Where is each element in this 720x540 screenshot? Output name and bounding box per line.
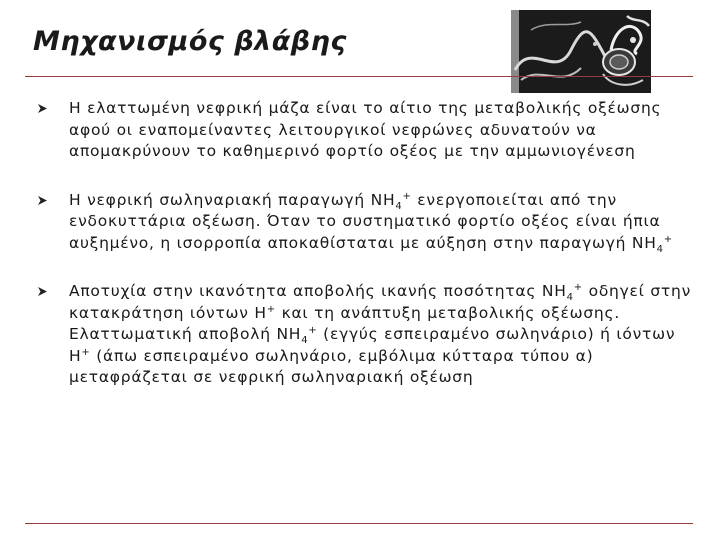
bullet-text-fragment: 4: [301, 335, 309, 347]
bullet-text-fragment: +: [573, 281, 583, 293]
bullet-text: [69, 99, 661, 160]
arrowhead-bullet-icon: [37, 195, 48, 206]
bullet-text: [69, 190, 673, 255]
arrowhead-bullet-icon: [37, 286, 48, 297]
bullet-text-fragment: +: [266, 303, 276, 315]
nephron-drawing: [511, 10, 651, 93]
kidney-nephron-illustration: [511, 10, 651, 93]
bullet-text-fragment: Αποτυχία στην ικανότητα αποβολής ικανής ποσότητας NH: [69, 282, 567, 300]
slide-title: Μηχανισμός βλάβης: [33, 26, 347, 57]
bullet-text-fragment: (άπω εσπειραμένο σωληνάριο, εμβόλιμα κύτταρα τύπου α) μεταφράζεται σε νεφρική σωληναριακή οξέωση: [69, 346, 594, 386]
bullet-list: [37, 98, 697, 389]
title-divider: [25, 76, 693, 77]
bullet-text-fragment: Η ελαττωμένη νεφρική μάζα είναι το αίτιο της μεταβολικής οξέωσης αφού οι εναπομείναντες λειτουργικοί νεφρώνες αδυνατούν να απομακρύνουν το καθημερινό φορτίο οξέος με την αμμωνιογένεση: [69, 99, 662, 160]
bullet-text-fragment: και τη ανάπτυξη μεταβολικής οξέωσης. Ελαττωματική αποβολή NH: [69, 303, 621, 343]
arrowhead-bullet-icon: [37, 103, 48, 114]
bullet-text-fragment: +: [81, 346, 91, 358]
bullet-text-fragment: 4: [566, 292, 574, 304]
footer-divider: [25, 523, 693, 524]
bullet-text-fragment: +: [663, 233, 673, 245]
bullet-text-fragment: ενεργοποιείται από την ενδοκυττάρια οξέωση. Όταν το συστηματικό φορτίο οξέος είναι ήπια αυξημένο, η ισορροπία αποκαθίσταται με αύξηση στην παραγωγή NH: [69, 190, 661, 252]
bullet-text-fragment: +: [402, 190, 412, 202]
bullet-text-fragment: 4: [395, 200, 403, 212]
bullet-text-fragment: οδηγεί στην κατακράτηση ιόντων H: [69, 282, 691, 322]
bullet-item: [37, 281, 697, 389]
bullet-text: [69, 282, 691, 386]
bullet-text-fragment: 4: [656, 243, 664, 255]
bullet-text-fragment: Η νεφρική σωληναριακή παραγωγή NH: [69, 190, 396, 209]
bullet-item: [37, 98, 697, 163]
bullet-text-fragment: +: [308, 324, 318, 336]
bullet-item: [37, 190, 697, 255]
bullet-text-fragment: (εγγύς εσπειραμένο σωληνάριο) ή ιόντων H: [69, 325, 676, 365]
